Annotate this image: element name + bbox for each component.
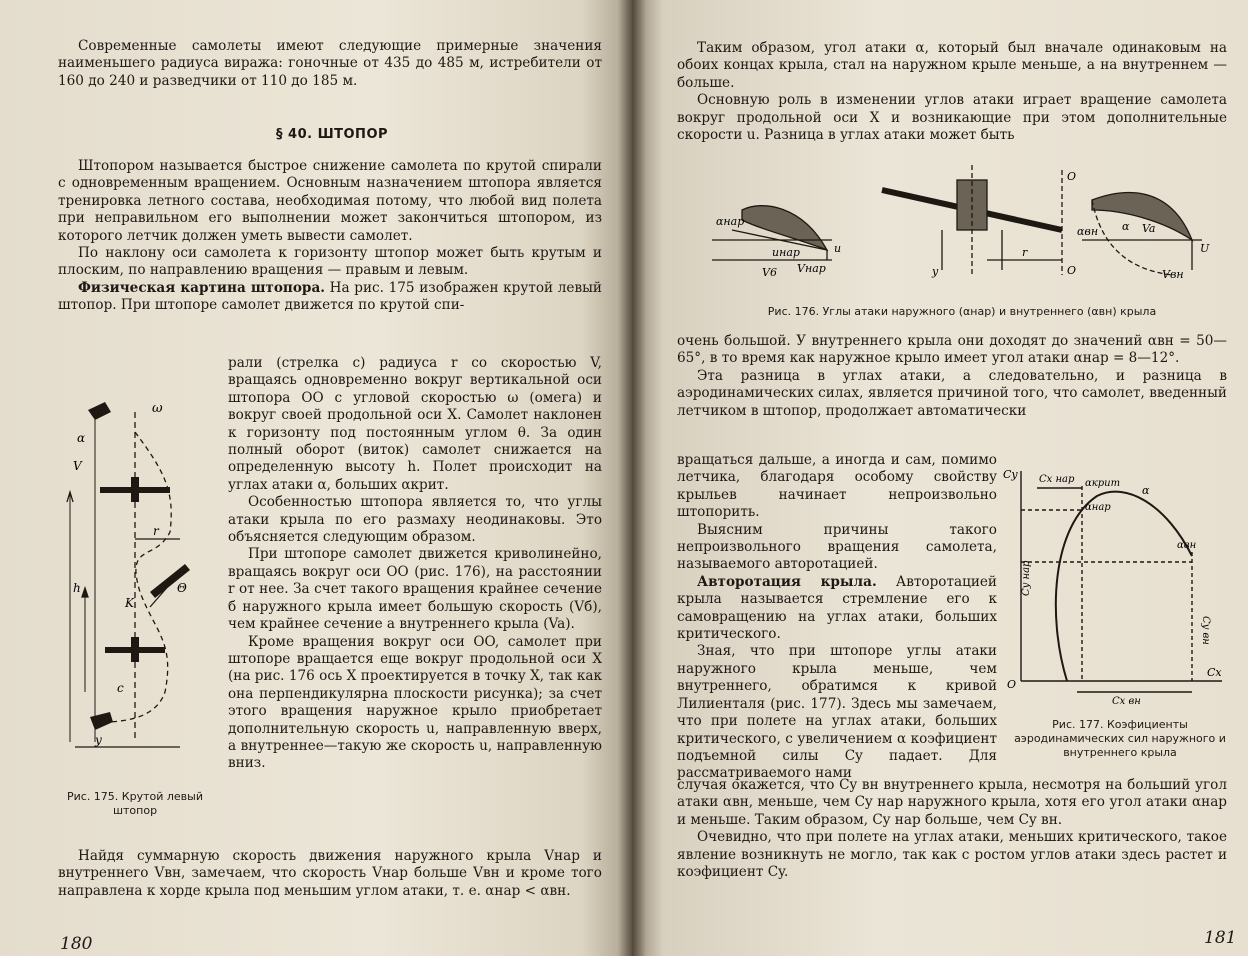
label-v: V xyxy=(73,459,82,473)
label-u: u xyxy=(834,242,842,255)
label-vnar: Vнар xyxy=(797,262,826,275)
label-y: y xyxy=(95,733,102,747)
figure-177-lilienthal-curve xyxy=(1003,466,1227,707)
label-alpha-vn: αвн xyxy=(1177,540,1197,551)
paragraph: По наклону оси самолета к горизонту штопор может быть крутым и плоским, по направлению вращения — правым и левым. xyxy=(58,245,602,279)
label-alpha-nar: αнар xyxy=(1085,502,1111,513)
label-va: Va xyxy=(1142,222,1156,235)
left-bottom-text xyxy=(58,848,602,900)
figure-175-steep-spin xyxy=(55,392,225,752)
right-mid-text xyxy=(677,333,1227,420)
label-r: r xyxy=(1022,246,1028,259)
right-top-text xyxy=(677,40,1227,144)
label-alpha-krit: αкрит xyxy=(1085,478,1121,489)
paragraph: Таким образом, угол атаки α, который был вначале одинаковым на обоих концах крыла, стал на наружном крыле меньше, а на внутреннем — больше. xyxy=(677,40,1227,91)
label-alpha-vn: αвн xyxy=(1077,225,1099,238)
label-h: h xyxy=(73,581,81,595)
label-omega: ω xyxy=(152,401,163,416)
label-o-top: O xyxy=(1067,170,1077,183)
paragraph: Основную роль в изменении углов атаки играет вращение самолета вокруг продольной оси X и возникающие при этом дополнительные скорости u. Разница в углах атаки может быть xyxy=(677,92,1227,144)
label-u-nar: uнар xyxy=(772,246,800,259)
paragraph: очень большой. У внутреннего крыла они доходят до значений αвн = 50—65°, в то время как наружное крыло имеет угол атаки αнар = 8—12°. xyxy=(677,333,1227,367)
label-r: r xyxy=(153,524,159,538)
paragraph: рали (стрелка c) радиуса r со скоростью V, вращаясь одновременно вокруг вертикальной оси штопора OO с угловой скоростью ω (омега) и вокруг своей продольной оси X. Самолет наклонен к горизонту под постоянным углом θ. За один полный оборот (виток) самолет снижается на определенную высоту h. Полет происходит на углах атаки α, больших αкрит. xyxy=(228,355,602,493)
paragraph: Физическая картина штопора. На рис. 175 изображен крутой левый штопор. При штопоре самолет движется по крутой спи- xyxy=(58,279,602,314)
intro-paragraph: Современные самолеты имеют следующие примерные значения наименьшего радиуса виража: гоночные от 435 до 485 м, истребители от 160 до 240 и разведчики от 110 до 185 м. xyxy=(58,38,602,89)
paragraph: Особенностью штопора является то, что углы атаки крыла по его размаху неодинаковы. Это объясняется следующим образом. xyxy=(228,494,602,546)
label-o-bottom: O xyxy=(1067,264,1077,277)
paragraph: При штопоре самолет движется криволинейно, вращаясь вокруг оси OO (рис. 176), на расстоянии r от нее. За счет такого вращения крайнее сечение б наружного крыла имеет большую скорость (Vб), чем крайнее сечение а внутреннего крыла (Va). xyxy=(228,546,602,633)
label-u-right: U xyxy=(1200,242,1210,255)
paragraph: случая окажется, что Cy вн внутреннего крыла, несмотря на больший угол атаки αвн, меньше, чем Cy нар наружного крыла, хотя его угол атаки αнар и меньше. Таким образом, Cy нар больше, чем Cy вн. xyxy=(677,777,1227,828)
label-cy-vn: Cy вн xyxy=(1200,616,1211,645)
label-alpha: α xyxy=(77,431,86,445)
paragraph: Кроме вращения вокруг оси OO, самолет при штопоре вращается еще вокруг продольной оси X (на рис. 176 ось X проектируется в точку X, так как она перпендикулярна плоскости рисунка); за счет этого вращения наружное крыло приобретает дополнительную скорость u, направленную вверх, а внутреннее—такую же скорость u, направленную вниз. xyxy=(228,633,602,772)
label-alpha-nar: αнар xyxy=(716,215,745,228)
section-heading: § 40. ШТОПОР xyxy=(276,127,389,142)
label-vvn: Vвн xyxy=(1162,268,1184,281)
label-k: K xyxy=(125,596,134,610)
label-cy-nar: Cy нар xyxy=(1021,560,1032,596)
book-gutter xyxy=(618,0,646,956)
paragraph: Эта разница в углах атаки, а следовательно, и разница в аэродинамических силах, является причиной того, что самолет, введенный летчиком в штопор, продолжает автоматически xyxy=(677,367,1227,419)
page-number-left: 180 xyxy=(60,934,93,954)
label-v6: V6 xyxy=(762,266,777,279)
label-alpha: α xyxy=(1122,220,1130,233)
paragraph: Авторотация крыла. Авторотацией крыла называется стремление его к самовращению на углах атаки, больших критического. xyxy=(677,573,997,643)
label-alpha: α xyxy=(1142,484,1150,497)
paragraph: Выясним причины такого непроизвольного вращения самолета, называемого авторотацией. xyxy=(677,521,997,573)
label-cy: Cy xyxy=(1003,468,1018,481)
paragraph: Зная, что при штопоре углы атаки наружного крыла меньше, чем внутреннего, обратимся к кривой Лилиенталя (рис. 177). Здесь мы замечаем, что при полете на углах атаки, больших критического, с увеличением α коэфициент подъемной силы Cy падает. Для рассматриваемого нами xyxy=(677,643,997,782)
paragraph: Найдя суммарную скорость движения наружного крыла Vнар и внутреннего Vвн, замечаем, что скорость Vнар больше Vвн и кроме того направлена к хорде крыла под меньшим углом атаки, т. е. αнар < αвн. xyxy=(58,848,602,899)
paragraph: вращаться дальше, а иногда и сам, помимо летчика, благодаря особому свойству крыльев начинает непроизвольно штопорить. xyxy=(677,452,997,521)
right-column-text xyxy=(677,452,997,783)
left-main-text xyxy=(58,158,602,315)
paragraph: Штопором называется быстрое снижение самолета по крутой спирали с одновременным вращением. Основным назначением штопора является тренировка летного состава, необходимая потому, что любой вид полета при неправильном его выполнении может закончиться штопором, из которого летчик должен уметь вывести самолет. xyxy=(58,158,602,244)
figure-177-caption: Рис. 177. Коэфициенты аэродинамических сил наружного и внутреннего крыла xyxy=(1014,718,1226,759)
figure-176-caption: Рис. 176. Углы атаки наружного (αнар) и внутреннего (αвн) крыла xyxy=(767,305,1157,318)
label-theta: Θ xyxy=(177,581,187,595)
page-number-right: 181 xyxy=(1204,928,1237,948)
label-origin: O xyxy=(1007,678,1017,691)
label-cx-nar: Cx нар xyxy=(1039,474,1075,485)
paragraph: Очевидно, что при полете на углах атаки, меньших критического, такое явление возникнуть не могло, так как с ростом углов атаки здесь растет и коэфициент Cy. xyxy=(677,829,1227,881)
figure-176-wing-angles xyxy=(702,160,1222,290)
figure-175-caption: Рис. 175. Крутой левый штопор xyxy=(66,790,203,817)
label-y: y xyxy=(932,265,939,278)
label-cx-vn: Cx вн xyxy=(1112,696,1141,707)
right-page xyxy=(632,0,1248,956)
label-c: c xyxy=(117,681,124,695)
right-bottom-text xyxy=(677,777,1227,881)
label-cx: Cx xyxy=(1207,666,1222,679)
left-column-text xyxy=(228,355,602,773)
